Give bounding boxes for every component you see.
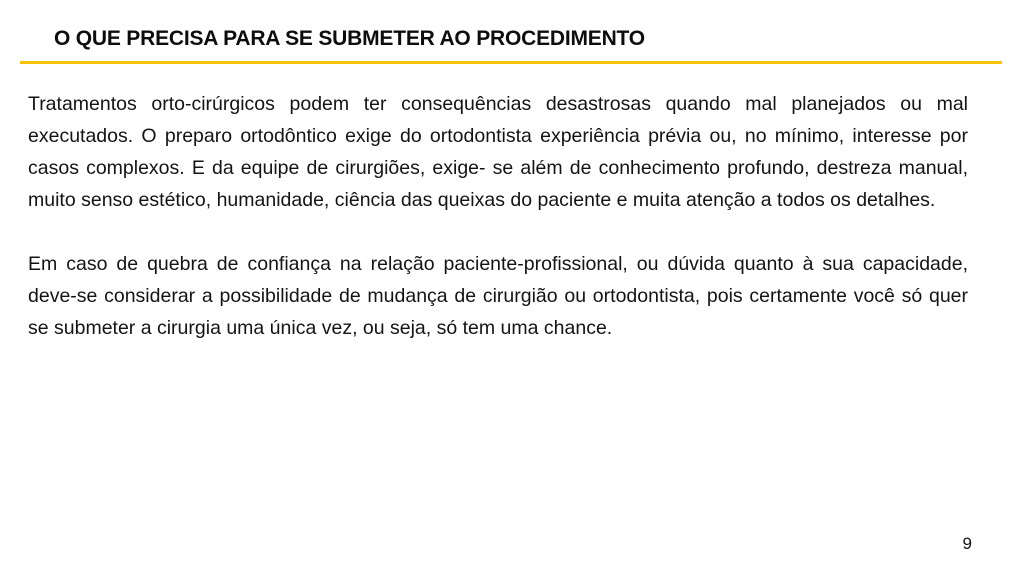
slide-body <box>28 88 968 344</box>
body-paragraph-2: Em caso de quebra de confiança na relação paciente-profissional, ou dúvida quanto à sua capacidade, deve-se considerar a possibilidade de mudança de cirurgião ou ortodontista, pois certamente você só quer se submeter a cirurgia uma única vez, ou seja, só tem uma chance. <box>28 253 968 339</box>
page-number: 9 <box>962 534 972 553</box>
title-underline <box>20 61 1002 64</box>
body-paragraph-1: Tratamentos orto-cirúrgicos podem ter consequências desastrosas quando mal planejados ou mal executados. O preparo ortodôntico exige do ortodontista experiência prévia ou, no mínimo, interesse por casos complexos. E da equipe de cirurgiões, exige- se além de conhecimento profundo, destreza manual, muito senso estético, humanidade, ciência das queixas do paciente e muita atenção a todos os detalhes. <box>28 93 968 211</box>
slide-title: O QUE PRECISA PARA SE SUBMETER AO PROCEDIMENTO <box>54 27 645 50</box>
